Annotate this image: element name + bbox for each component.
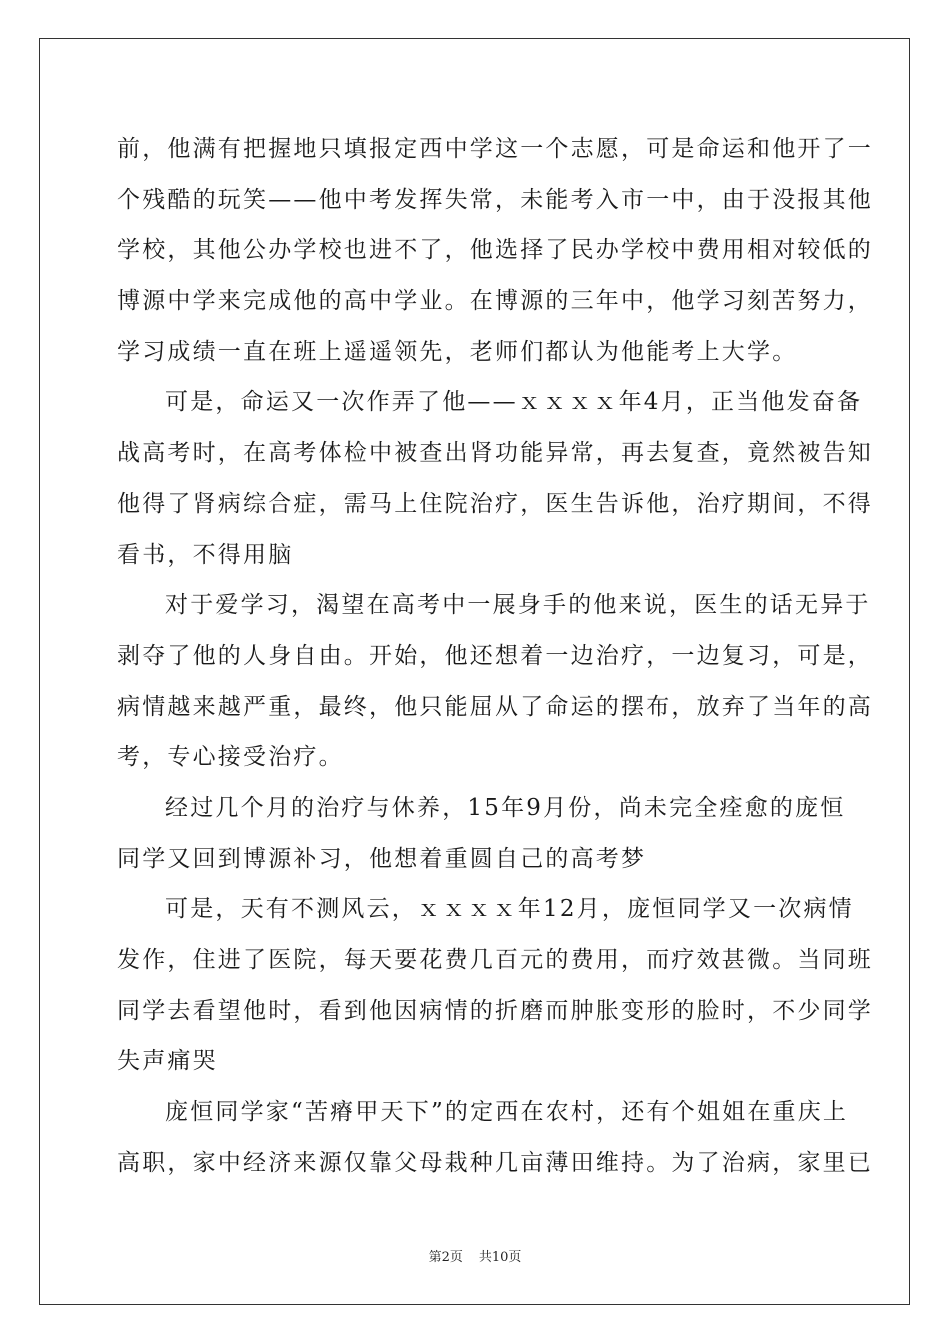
page-total: 共10页 (478, 1250, 522, 1265)
text-line: 可是，天有不测风云，ｘｘｘｘ年12月，庞恒同学又一次病情 (165, 896, 854, 923)
text-line: 高职，家中经济来源仅靠父母栽种几亩薄田维持。为了治病，家里已 (117, 1149, 873, 1176)
text-line: 同学又回到博源补习，他想着重圆自己的高考梦 (117, 845, 647, 872)
text-line: 对于爱学习，渴望在高考中一展身手的他来说，医生的话无异于 (165, 592, 871, 619)
document-body (117, 124, 873, 1188)
text-line: 可是，命运又一次作弄了他——ｘｘｘｘ年4月，正当他发奋备 (165, 389, 863, 416)
text-line: 博源中学来完成他的高中学业。在博源的三年中，他学习刻苦努力， (117, 288, 873, 315)
text-line: 发作，住进了医院，每天要花费几百元的费用，而疗效甚微。当同班 (117, 947, 873, 973)
page-footer (0, 1246, 950, 1265)
text-line: 同学去看望他时，看到他因病情的折磨而肿胀变形的脸时，不少同学 (117, 997, 873, 1024)
page-number: 第2页 (428, 1250, 463, 1265)
text-line: 他得了肾病综合症，需马上住院治疗，医生告诉他，治疗期间，不得 (117, 490, 873, 517)
text-line: 病情越来越严重，最终，他只能屈从了命运的摆布，放弃了当年的高 (117, 693, 873, 720)
text-line: 经过几个月的治疗与休养，15年9月份，尚未完全痊愈的庞恒 (165, 794, 846, 821)
text-line: 学校，其他公办学校也进不了，他选择了民办学校中费用相对较低的 (117, 237, 873, 264)
text-line: 剥夺了他的人身自由。开始，他还想着一边治疗，一边复习，可是， (117, 642, 873, 669)
text-line: 学习成绩一直在班上遥遥领先，老师们都认为他能考上大学。 (117, 338, 798, 365)
text-line: 前，他满有把握地只填报定西中学这一个志愿，可是命运和他开了一 (117, 136, 873, 162)
text-line: 庞恒同学家“苦瘠甲天下”的定西在农村，还有个姐姐在重庆上 (165, 1099, 849, 1126)
text-line: 失声痛哭 (117, 1048, 218, 1075)
text-line: 战高考时，在高考体检中被查出肾功能异常，再去复查，竟然被告知 (117, 440, 873, 467)
text-line: 考，专心接受治疗。 (117, 744, 344, 771)
text-line: 看书，不得用脑 (117, 541, 294, 568)
text-line: 个残酷的玩笑——他中考发挥失常，未能考入市一中，由于没报其他 (117, 186, 873, 213)
